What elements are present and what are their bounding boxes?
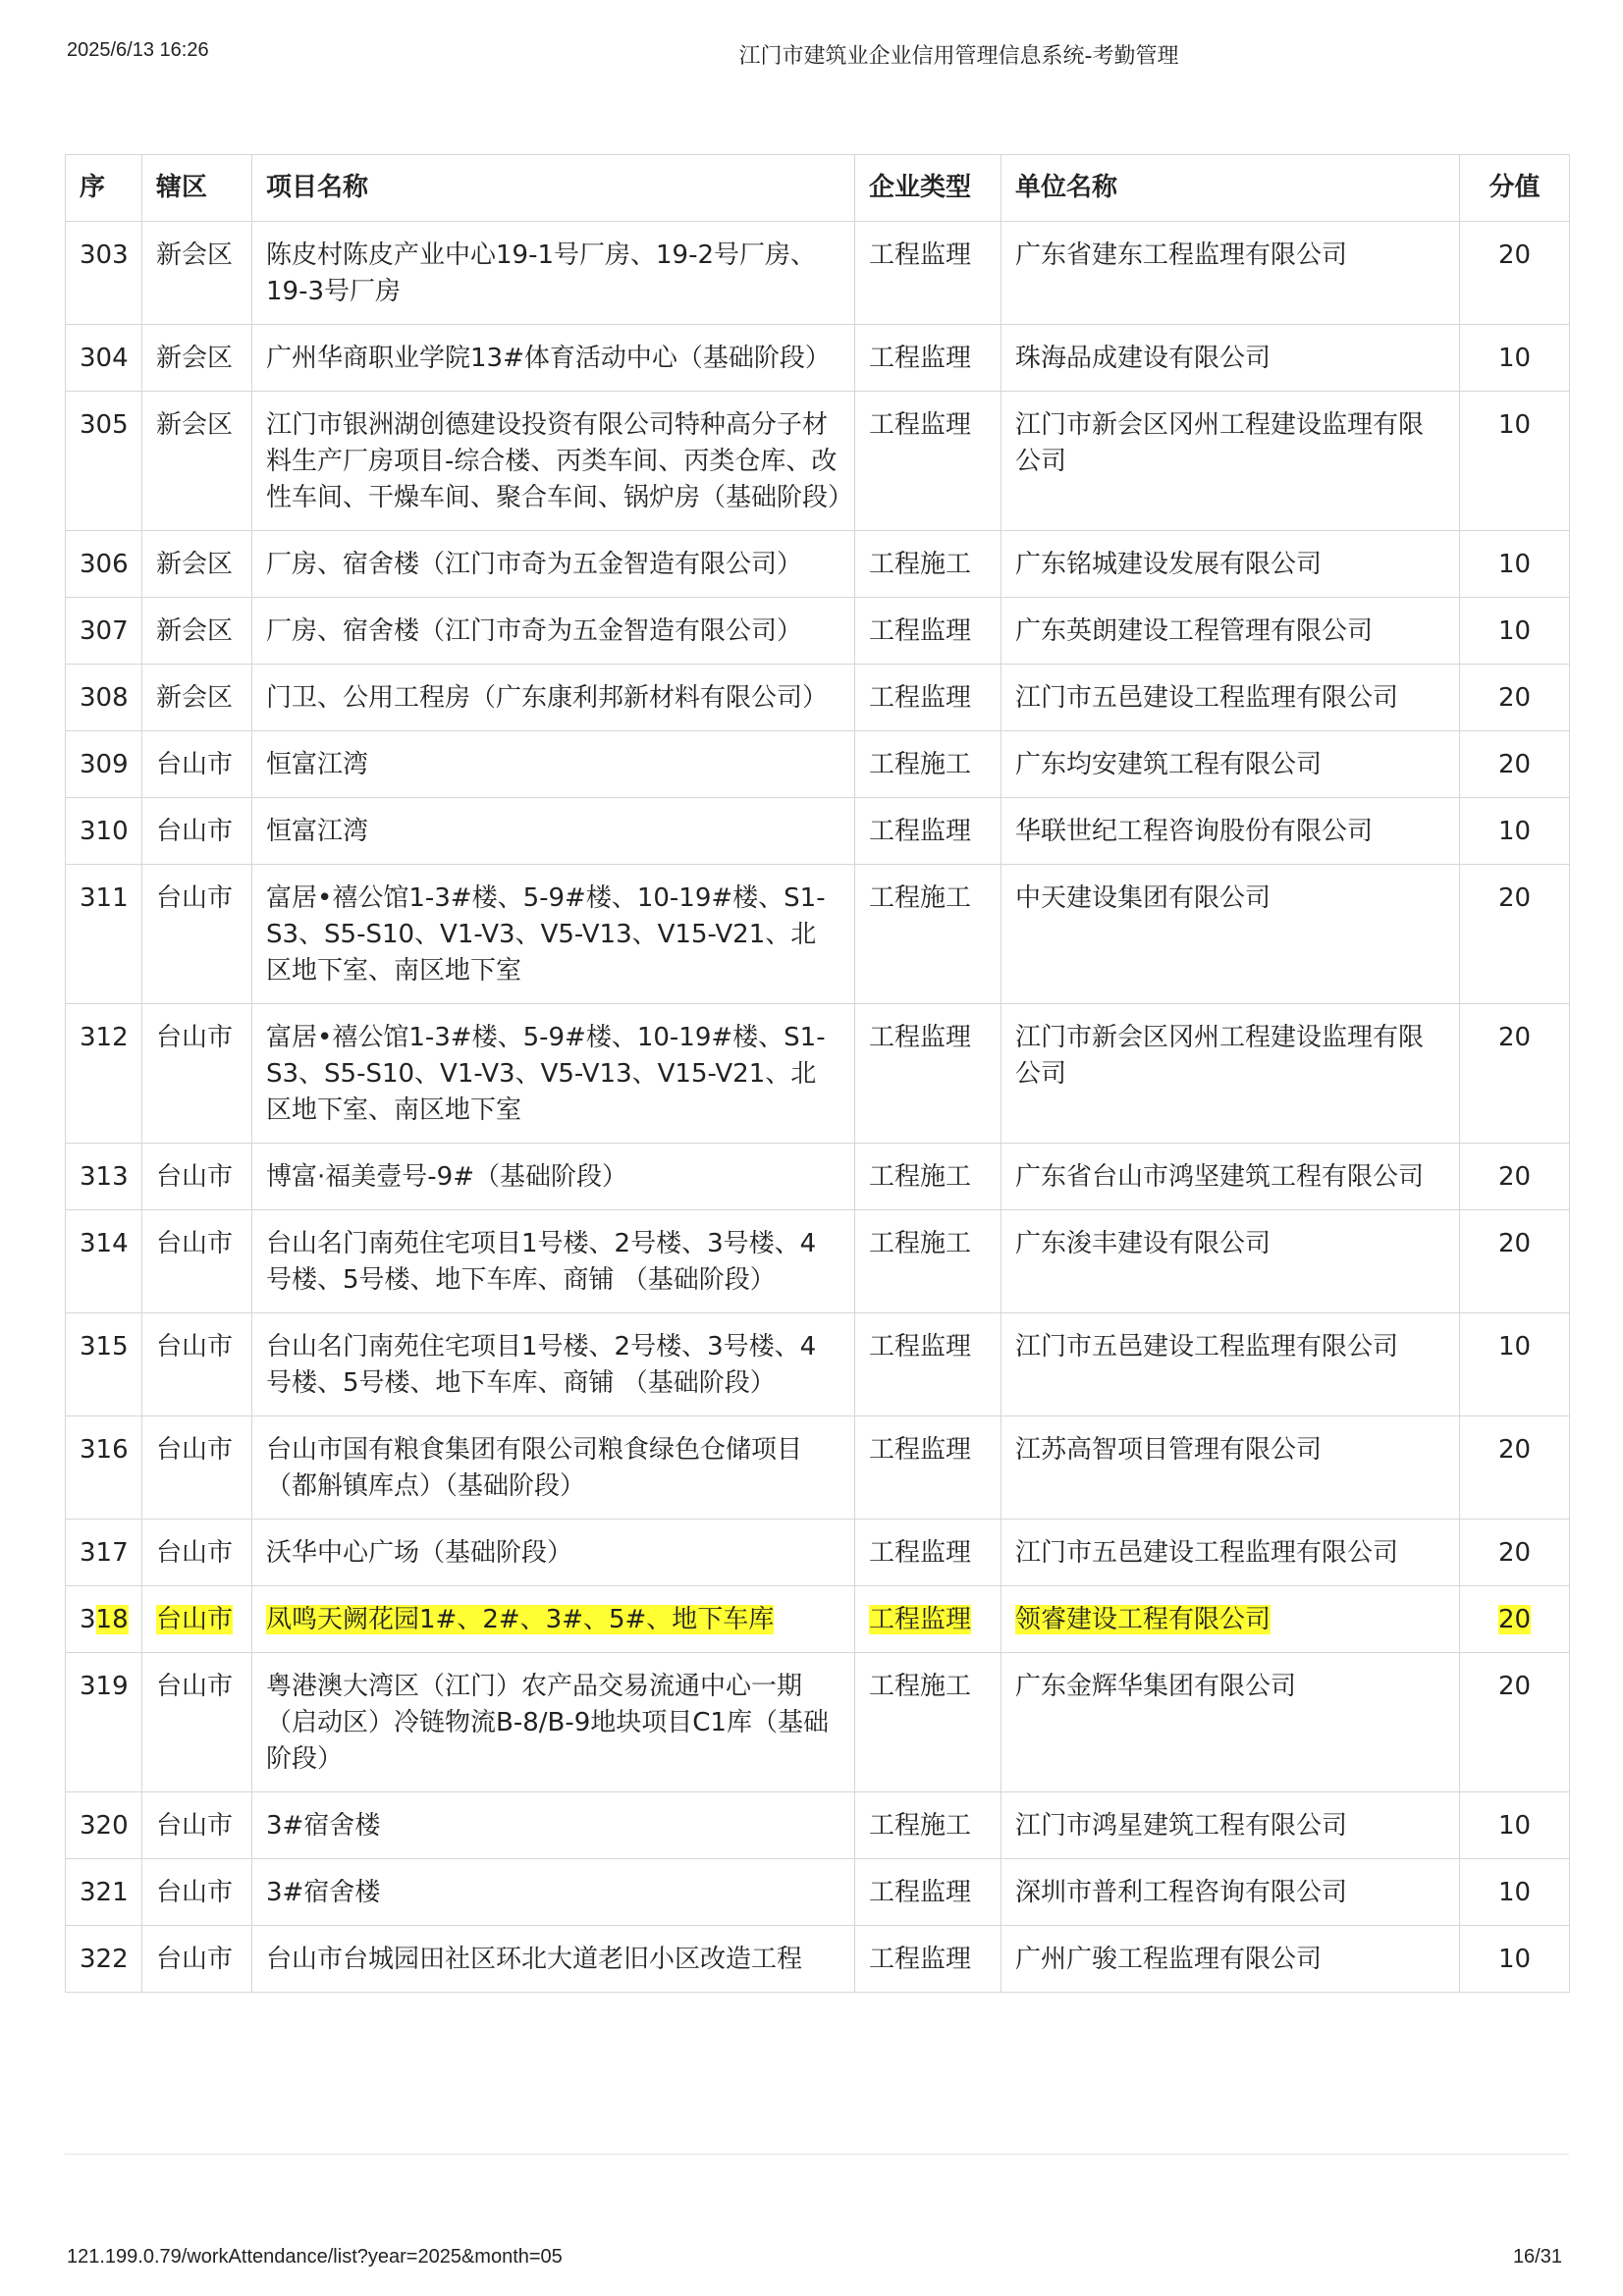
cell-company: 广东浚丰建设有限公司 [1001, 1210, 1460, 1313]
cell-project: 台山名门南苑住宅项目1号楼、2号楼、3号楼、4号楼、5号楼、地下车库、商铺 （基础阶段） [252, 1313, 855, 1416]
table-row [66, 1144, 1570, 1210]
cell-seq: 307 [66, 598, 142, 665]
cell-project: 恒富江湾 [252, 798, 855, 865]
cell-district: 台山市 [142, 1859, 252, 1926]
cell-seq: 316 [66, 1416, 142, 1520]
cell-enterprise-type: 工程施工 [855, 731, 1001, 798]
table-row [66, 665, 1570, 731]
cell-enterprise-type: 工程施工 [855, 865, 1001, 1004]
cell-district: 台山市 [142, 731, 252, 798]
cell-seq: 322 [66, 1926, 142, 1993]
header-district: 辖区 [142, 155, 252, 222]
cell-company: 珠海品成建设有限公司 [1001, 325, 1460, 392]
cell-company: 江门市新会区冈州工程建设监理有限公司 [1001, 1004, 1460, 1144]
cell-enterprise-type-text: 工程监理 [869, 1605, 972, 1634]
cell-company: 广东铭城建设发展有限公司 [1001, 531, 1460, 598]
header-type: 企业类型 [855, 155, 1001, 222]
cell-seq [66, 1586, 142, 1653]
cell-seq: 304 [66, 325, 142, 392]
cell-score: 10 [1460, 392, 1570, 531]
cell-district [142, 1586, 252, 1653]
cell-project: 富居•禧公馆1-3#楼、5-9#楼、10-19#楼、S1-S3、S5-S10、V1-V3、V5-V13、V15-V21、北区地下室、南区地下室 [252, 865, 855, 1004]
cell-company-text: 领睿建设工程有限公司 [1015, 1605, 1271, 1634]
cell-enterprise-type: 工程监理 [855, 222, 1001, 325]
cell-district: 台山市 [142, 1520, 252, 1586]
cell-enterprise-type: 工程施工 [855, 1144, 1001, 1210]
attendance-table [65, 154, 1570, 1993]
footer-divider [65, 2154, 1569, 2155]
cell-district-text: 台山市 [156, 1605, 234, 1634]
cell-project: 富居•禧公馆1-3#楼、5-9#楼、10-19#楼、S1-S3、S5-S10、V1-V3、V5-V13、V15-V21、北区地下室、南区地下室 [252, 1004, 855, 1144]
cell-score: 20 [1460, 865, 1570, 1004]
table-row [66, 531, 1570, 598]
table-row [66, 1210, 1570, 1313]
print-footer-url: 121.199.0.79/workAttendance/list?year=2025&month=05 [67, 2246, 563, 2268]
cell-enterprise-type: 工程监理 [855, 665, 1001, 731]
cell-company: 深圳市普利工程咨询有限公司 [1001, 1859, 1460, 1926]
cell-score: 20 [1460, 665, 1570, 731]
cell-seq: 317 [66, 1520, 142, 1586]
cell-seq: 320 [66, 1792, 142, 1859]
table-row [66, 798, 1570, 865]
cell-score: 10 [1460, 798, 1570, 865]
cell-score: 20 [1460, 1144, 1570, 1210]
cell-score: 20 [1460, 1004, 1570, 1144]
cell-district: 台山市 [142, 1313, 252, 1416]
cell-project: 台山名门南苑住宅项目1号楼、2号楼、3号楼、4号楼、5号楼、地下车库、商铺 （基础阶段） [252, 1210, 855, 1313]
cell-company: 广东省建东工程监理有限公司 [1001, 222, 1460, 325]
cell-company: 江门市五邑建设工程监理有限公司 [1001, 665, 1460, 731]
cell-project: 陈皮村陈皮产业中心19-1号厂房、19-2号厂房、19-3号厂房 [252, 222, 855, 325]
table-header-row [66, 155, 1570, 222]
table-row [66, 1926, 1570, 1993]
cell-enterprise-type: 工程监理 [855, 325, 1001, 392]
cell-company: 华联世纪工程咨询股份有限公司 [1001, 798, 1460, 865]
cell-company: 江苏高智项目管理有限公司 [1001, 1416, 1460, 1520]
cell-score: 20 [1460, 1210, 1570, 1313]
cell-enterprise-type: 工程监理 [855, 798, 1001, 865]
cell-project: 厂房、宿舍楼（江门市奇为五金智造有限公司） [252, 531, 855, 598]
cell-company: 广东金辉华集团有限公司 [1001, 1653, 1460, 1792]
table-row [66, 1653, 1570, 1792]
cell-project: 3#宿舍楼 [252, 1792, 855, 1859]
cell-district: 新会区 [142, 392, 252, 531]
cell-project: 江门市银洲湖创德建设投资有限公司特种高分子材料生产厂房项目-综合楼、丙类车间、丙类仓库、改性车间、干燥车间、聚合车间、锅炉房（基础阶段） [252, 392, 855, 531]
cell-seq: 310 [66, 798, 142, 865]
cell-seq: 308 [66, 665, 142, 731]
table-row [66, 1859, 1570, 1926]
cell-score: 10 [1460, 1926, 1570, 1993]
cell-score: 20 [1460, 1416, 1570, 1520]
cell-seq: 314 [66, 1210, 142, 1313]
cell-seq: 321 [66, 1859, 142, 1926]
header-project: 项目名称 [252, 155, 855, 222]
header-seq: 序 [66, 155, 142, 222]
cell-enterprise-type: 工程施工 [855, 1210, 1001, 1313]
cell-project: 3#宿舍楼 [252, 1859, 855, 1926]
cell-district: 新会区 [142, 665, 252, 731]
cell-seq: 303 [66, 222, 142, 325]
cell-enterprise-type: 工程监理 [855, 598, 1001, 665]
cell-enterprise-type: 工程监理 [855, 1926, 1001, 1993]
cell-enterprise-type: 工程监理 [855, 1004, 1001, 1144]
table-row [66, 392, 1570, 531]
cell-company: 广东省台山市鸿坚建筑工程有限公司 [1001, 1144, 1460, 1210]
cell-score: 20 [1460, 1653, 1570, 1792]
cell-score: 10 [1460, 598, 1570, 665]
cell-score: 10 [1460, 325, 1570, 392]
cell-seq: 311 [66, 865, 142, 1004]
table-row [66, 598, 1570, 665]
cell-project: 恒富江湾 [252, 731, 855, 798]
cell-district: 台山市 [142, 1004, 252, 1144]
table-row [66, 865, 1570, 1004]
cell-project: 门卫、公用工程房（广东康利邦新材料有限公司） [252, 665, 855, 731]
table-body [66, 222, 1570, 1993]
cell-seq: 315 [66, 1313, 142, 1416]
cell-score [1460, 1586, 1570, 1653]
cell-district: 新会区 [142, 325, 252, 392]
cell-enterprise-type: 工程监理 [855, 1416, 1001, 1520]
cell-district: 新会区 [142, 222, 252, 325]
print-footer-page-number: 16/31 [1512, 2246, 1562, 2268]
cell-enterprise-type: 工程施工 [855, 1792, 1001, 1859]
header-company: 单位名称 [1001, 155, 1460, 222]
cell-seq: 313 [66, 1144, 142, 1210]
cell-score: 10 [1460, 531, 1570, 598]
cell-company: 中天建设集团有限公司 [1001, 865, 1460, 1004]
cell-enterprise-type: 工程监理 [855, 392, 1001, 531]
cell-seq: 312 [66, 1004, 142, 1144]
cell-company: 广东英朗建设工程管理有限公司 [1001, 598, 1460, 665]
table-row [66, 1313, 1570, 1416]
cell-seq-prefix: 3 [80, 1605, 96, 1634]
cell-score: 20 [1460, 1520, 1570, 1586]
cell-score: 10 [1460, 1859, 1570, 1926]
cell-district: 台山市 [142, 1792, 252, 1859]
cell-district: 台山市 [142, 798, 252, 865]
table-row [66, 1792, 1570, 1859]
cell-company: 江门市新会区冈州工程建设监理有限公司 [1001, 392, 1460, 531]
cell-district: 台山市 [142, 865, 252, 1004]
cell-seq-highlighted: 18 [95, 1605, 129, 1634]
cell-district: 台山市 [142, 1210, 252, 1313]
cell-district: 台山市 [142, 1144, 252, 1210]
cell-seq: 306 [66, 531, 142, 598]
cell-district: 新会区 [142, 598, 252, 665]
print-header-datetime: 2025/6/13 16:26 [67, 39, 209, 61]
cell-enterprise-type: 工程监理 [855, 1859, 1001, 1926]
cell-enterprise-type: 工程施工 [855, 531, 1001, 598]
table-row [66, 1416, 1570, 1520]
cell-score: 20 [1460, 731, 1570, 798]
cell-district: 台山市 [142, 1926, 252, 1993]
cell-company: 江门市五邑建设工程监理有限公司 [1001, 1520, 1460, 1586]
cell-district: 台山市 [142, 1653, 252, 1792]
cell-project-text: 凤鸣天阙花园1#、2#、3#、5#、地下车库 [266, 1605, 775, 1634]
cell-score: 10 [1460, 1792, 1570, 1859]
cell-project: 厂房、宿舍楼（江门市奇为五金智造有限公司） [252, 598, 855, 665]
table-row [66, 1586, 1570, 1653]
cell-project: 沃华中心广场（基础阶段） [252, 1520, 855, 1586]
print-header-title-text: 江门市建筑业企业信用管理信息系统-考勤管理 [738, 44, 1179, 69]
cell-project: 博富·福美壹号-9#（基础阶段） [252, 1144, 855, 1210]
cell-project: 粤港澳大湾区（江门）农产品交易流通中心一期（启动区）冷链物流B-8/B-9地块项目C1库（基础阶段） [252, 1653, 855, 1792]
cell-company: 广州广骏工程监理有限公司 [1001, 1926, 1460, 1993]
cell-score: 20 [1460, 222, 1570, 325]
table-row [66, 325, 1570, 392]
cell-district: 台山市 [142, 1416, 252, 1520]
cell-company [1001, 1586, 1460, 1653]
cell-enterprise-type: 工程监理 [855, 1520, 1001, 1586]
table-row [66, 731, 1570, 798]
table-row [66, 1520, 1570, 1586]
cell-enterprise-type: 工程监理 [855, 1313, 1001, 1416]
table-row [66, 1004, 1570, 1144]
cell-project: 广州华商职业学院13#体育活动中心（基础阶段） [252, 325, 855, 392]
cell-seq: 309 [66, 731, 142, 798]
cell-score-text: 20 [1497, 1605, 1532, 1634]
cell-project [252, 1586, 855, 1653]
cell-enterprise-type: 工程施工 [855, 1653, 1001, 1792]
cell-company: 广东均安建筑工程有限公司 [1001, 731, 1460, 798]
print-header-title [0, 39, 1623, 70]
cell-enterprise-type [855, 1586, 1001, 1653]
cell-project: 台山市国有粮食集团有限公司粮食绿色仓储项目（都斛镇库点）（基础阶段） [252, 1416, 855, 1520]
cell-seq: 305 [66, 392, 142, 531]
table-row [66, 222, 1570, 325]
header-score: 分值 [1460, 155, 1570, 222]
cell-company: 江门市鸿星建筑工程有限公司 [1001, 1792, 1460, 1859]
cell-score: 10 [1460, 1313, 1570, 1416]
cell-district: 新会区 [142, 531, 252, 598]
cell-seq: 319 [66, 1653, 142, 1792]
cell-project: 台山市台城园田社区环北大道老旧小区改造工程 [252, 1926, 855, 1993]
cell-company: 江门市五邑建设工程监理有限公司 [1001, 1313, 1460, 1416]
